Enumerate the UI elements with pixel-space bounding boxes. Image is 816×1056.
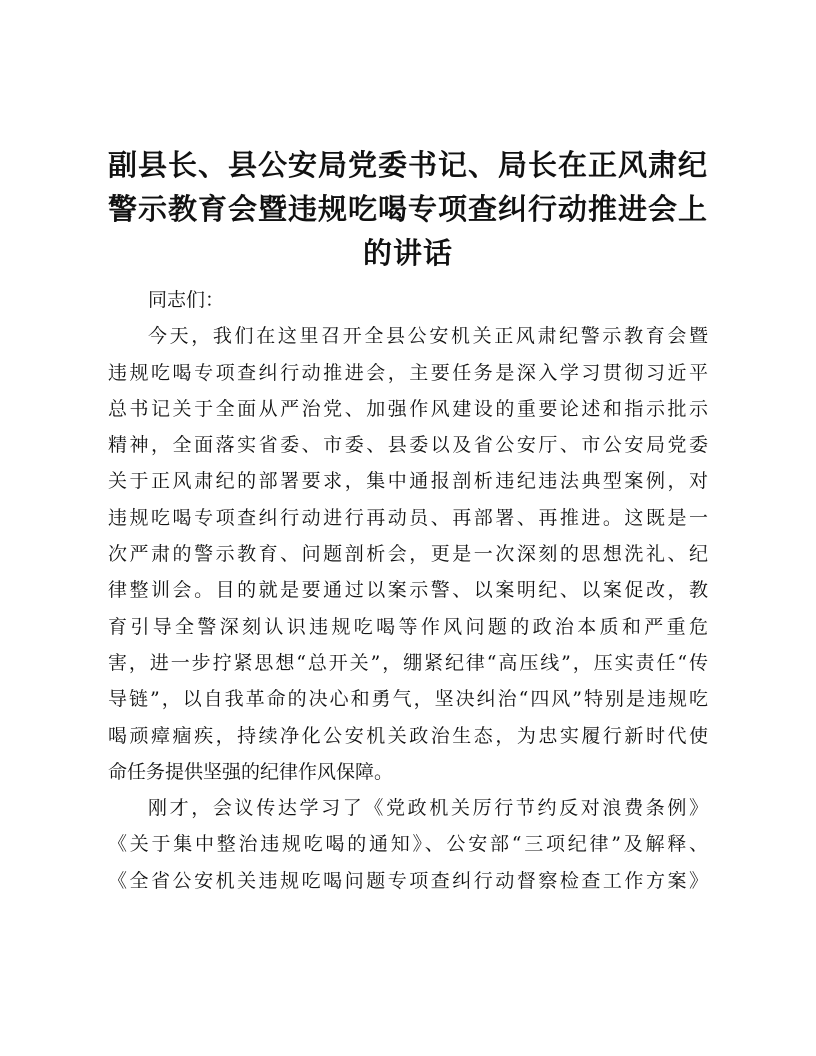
body-line: 命任务提供坚强的纪律作风保障。 — [108, 760, 394, 783]
title-line: 警示教育会暨违规吃喝专项查纠行动推进会上 — [107, 192, 708, 226]
body-line: 次严肃的警示教育、问题剖析会，更是一次深刻的思想洗礼、纪 — [108, 543, 708, 566]
body-line: 刚才，会议传达学习了《党政机关厉行节约反对浪费条例》 — [148, 797, 708, 820]
body-line: 律整训会。目的就是要通过以案示警、以案明纪、以案促改，教 — [108, 579, 708, 602]
document-title — [100, 143, 716, 275]
body-line: 关于正风肃纪的部署要求，集中通报剖析违纪违法典型案例，对 — [108, 470, 708, 493]
body-line: 喝顽瘴痼疾，持续净化公安机关政治生态，为忠实履行新时代使 — [108, 724, 708, 747]
body-line: 今天，我们在这里召开全县公安机关正风肃纪警示教育会暨 — [148, 325, 708, 348]
body-line: 精神，全面落实省委、市委、县委以及省公安厅、市公安局党委 — [108, 434, 708, 457]
body-line: 《全省公安机关违规吃喝问题专项查纠行动督察检查工作方案》 — [108, 869, 708, 892]
body-line: 总书记关于全面从严治党、加强作风建设的重要论述和指示批示 — [108, 397, 708, 420]
body-line: 育引导全警深刻认识违规吃喝等作风问题的政治本质和严重危 — [108, 615, 708, 638]
body-line: 导链”，以自我革命的决心和勇气，坚决纠治“四风”特别是违规吃 — [108, 688, 708, 711]
body-line: 违规吃喝专项查纠行动推进会，主要任务是深入学习贯彻习近平 — [108, 361, 708, 384]
body-line: 违规吃喝专项查纠行动进行再动员、再部署、再推进。这既是一 — [108, 506, 708, 529]
title-line: 副县长、县公安局党委书记、局长在正风肃纪 — [107, 148, 708, 182]
document-body — [108, 282, 708, 899]
title-line: 的讲话 — [362, 236, 453, 270]
salutation: 同志们： — [148, 289, 225, 311]
body-line: 《关于集中整治违规吃喝的通知》、公安部“三项纪律”及解释、 — [108, 833, 708, 856]
body-line: 害，进一步拧紧思想“总开关”，绷紧纪律“高压线”，压实责任“传 — [108, 651, 708, 674]
